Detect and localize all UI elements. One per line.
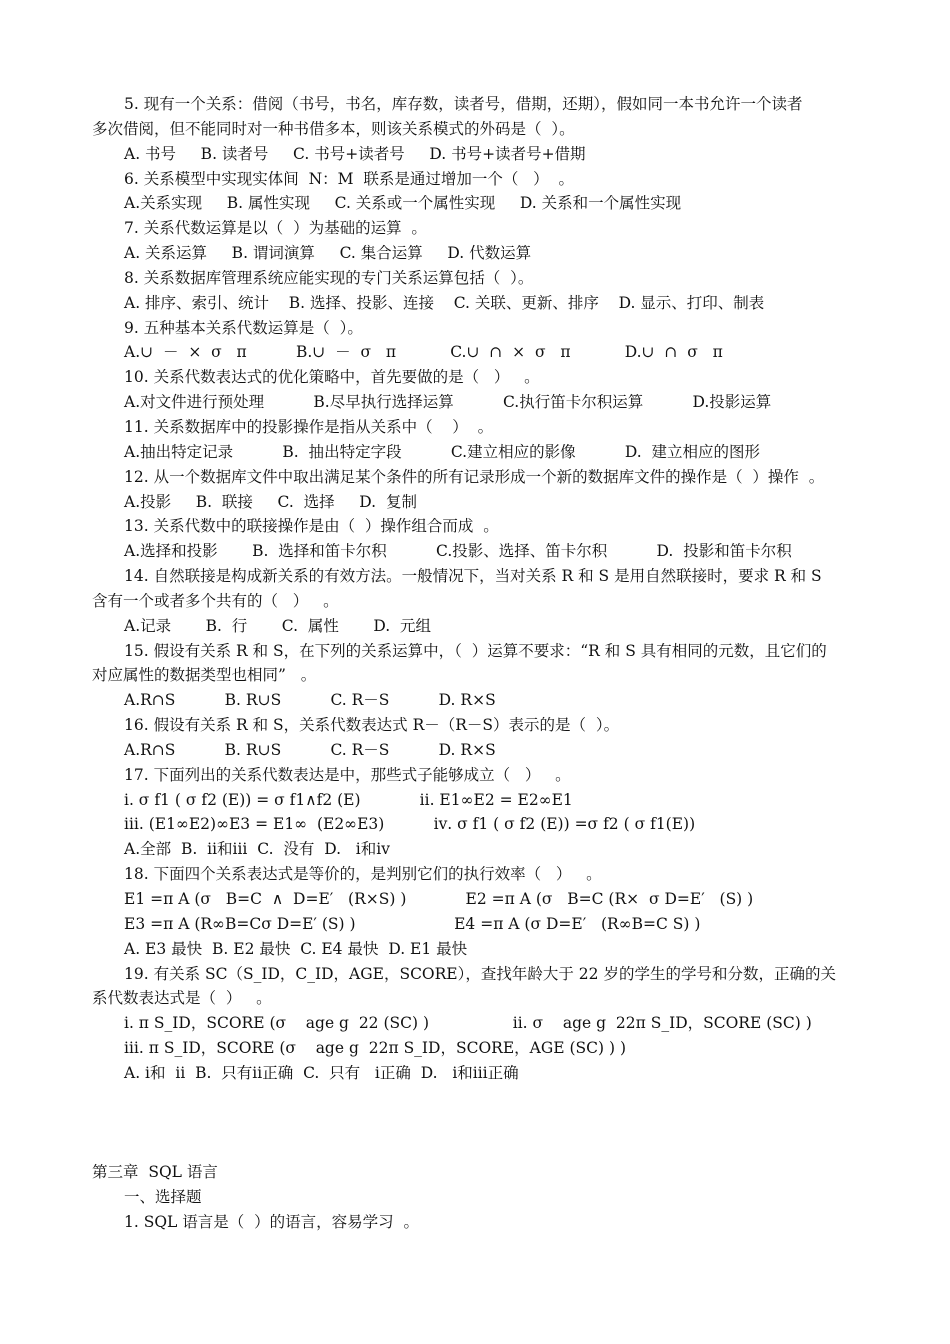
question-lines [92, 92, 862, 1086]
answers-row-1 [92, 1111, 862, 1136]
text-line: 14. 自然联接是构成新关系的有效方法。一般情况下，当对关系 R 和 S 是用自然联接时，要求 R 和 S [124, 567, 822, 586]
text-line: A. E3 最快 B. E2 最快 C. E4 最快 D. E1 最快 [124, 939, 468, 958]
text-line: A.全部 B. ⅱ和ⅲ C. 没有 D. ⅰ和ⅳ [124, 840, 390, 859]
answers-title [92, 1086, 862, 1111]
text-line: 多次借阅，但不能同时对一种书借多本，则该关系模式的外码是（ ）。 [92, 119, 575, 138]
text-line: 17. 下面列出的关系代数表达是中，那些式子能够成立（ ） 。 [124, 765, 571, 784]
text-line: 15. 假设有关系 R 和 S，在下列的关系运算中，（ ）运算不要求：“R 和 S 具有相同的元数，且它们的 [124, 641, 827, 660]
text-line: A. ⅰ和 ⅱ B. 只有ⅱ正确 C. 只有 ⅰ正确 D. ⅰ和ⅲ正确 [124, 1063, 519, 1082]
text-line: A.抽出特定记录 B. 抽出特定字段 C.建立相应的影像 D. 建立相应的图形 [124, 442, 760, 461]
text-line: 10. 关系代数表达式的优化策略中，首先要做的是（ ） 。 [124, 368, 540, 387]
text-line: 19. 有关系 SC（S_ID，C_ID，AGE，SCORE），查找年龄大于 22 岁的学生的学号和分数，正确的关 [124, 964, 836, 983]
text-line: ⅰ. π S_ID，SCORE (σ age g 22 (SC) ) ⅱ. σ age g 22π S_ID，SCORE (SC) ) [124, 1014, 812, 1033]
text-line: 16. 假设有关系 R 和 S，关系代数表达式 R－（R－S）表示的是（ ）。 [124, 716, 620, 735]
chapter-title: 第三章 SQL 语言 [92, 1163, 218, 1182]
text-line: A.投影 B. 联接 C. 选择 D. 复制 [124, 492, 417, 511]
text-line: ⅲ. π S_ID，SCORE (σ age g 22π S_ID，SCORE，AGE (SC) ) ) [124, 1039, 626, 1058]
text-line: 9. 五种基本关系代数运算是（ ）。 [124, 318, 363, 337]
text-line: E1 =π A (σ B=C ∧ D=E′ (R×S) ) E2 =π A (σ B=C (R× σ D=E′ (S) ) [124, 890, 754, 908]
text-line: A. 排序、索引、统计 B. 选择、投影、连接 C. 关联、更新、排序 D. 显示、打印、制表 [124, 293, 765, 312]
text-line: A. 书号 B. 读者号 C. 书号+读者号 D. 书号+读者号+借期 [124, 144, 586, 163]
text-line: A. 关系运算 B. 谓词演算 C. 集合运算 D. 代数运算 [124, 244, 532, 263]
document-body [92, 92, 862, 1235]
text-line: A.R∩S B. R∪S C. R－S D. R×S [124, 691, 496, 710]
text-line: A.∪ － × σ π B.∪ － σ π C.∪ ∩ × σ π D.∪ ∩ σ π [124, 343, 723, 362]
text-line: 7. 关系代数运算是以（ ）为基础的运算 。 [124, 219, 427, 238]
text-line: A.选择和投影 B. 选择和笛卡尔积 C.投影、选择、笛卡尔积 D. 投影和笛卡尔积 [124, 542, 792, 561]
section-title: 一、选择题 [124, 1188, 202, 1207]
text-line: ⅲ. (E1∞E2)∞E3 = E1∞ (E2∞E3) ⅳ. σ f1 ( σ f2 (E)) =σ f2 ( σ f1(E)) [124, 815, 696, 834]
text-line: 13. 关系代数中的联接操作是由（ ）操作组合而成 。 [124, 517, 499, 536]
text-line: A.关系实现 B. 属性实现 C. 关系或一个属性实现 D. 关系和一个属性实现 [124, 194, 682, 213]
text-line: 8. 关系数据库管理系统应能实现的专门关系运算包括（ ）。 [124, 268, 534, 287]
text-line: A.对文件进行预处理 B.尽早执行选择运算 C.执行笛卡尔积运算 D.投影运算 [124, 393, 772, 412]
text-line: 12. 从一个数据库文件中取出满足某个条件的所有记录形成一个新的数据库文件的操作是（ ）操作 。 [124, 467, 825, 486]
text-line: 含有一个或者多个共有的（ ） 。 [92, 591, 339, 610]
text-line: A.记录 B. 行 C. 属性 D. 元组 [124, 616, 432, 635]
text-line: 6. 关系模型中实现实体间 N：M 联系是通过增加一个（ ） 。 [124, 169, 574, 188]
text-line: A.R∩S B. R∪S C. R－S D. R×S [124, 740, 496, 759]
answers-row-2 [92, 1135, 862, 1160]
text-line: 系代数表达式是（ ） 。 [92, 989, 272, 1008]
text-line: ⅰ. σ f1 ( σ f2 (E)) = σ f1∧f2 (E) ⅱ. E1∞E2 = E2∞E1 [124, 790, 573, 809]
last-question: 1. SQL 语言是（ ）的语言，容易学习 。 [124, 1212, 419, 1231]
text-line: E3 =π A (R∞B=Cσ D=E′ (S) ) E4 =π A (σ D=E′ (R∞B=C S) ) [124, 914, 701, 933]
text-line: 对应属性的数据类型也相同” 。 [92, 666, 317, 685]
text-line: 18. 下面四个关系表达式是等价的，是判别它们的执行效率（ ） 。 [124, 865, 602, 884]
text-line: 11. 关系数据库中的投影操作是指从关系中（ ） 。 [124, 417, 494, 436]
text-line: 5. 现有一个关系：借阅（书号，书名，库存数，读者号，借期，还期），假如同一本书允许一个读者 [124, 95, 803, 113]
